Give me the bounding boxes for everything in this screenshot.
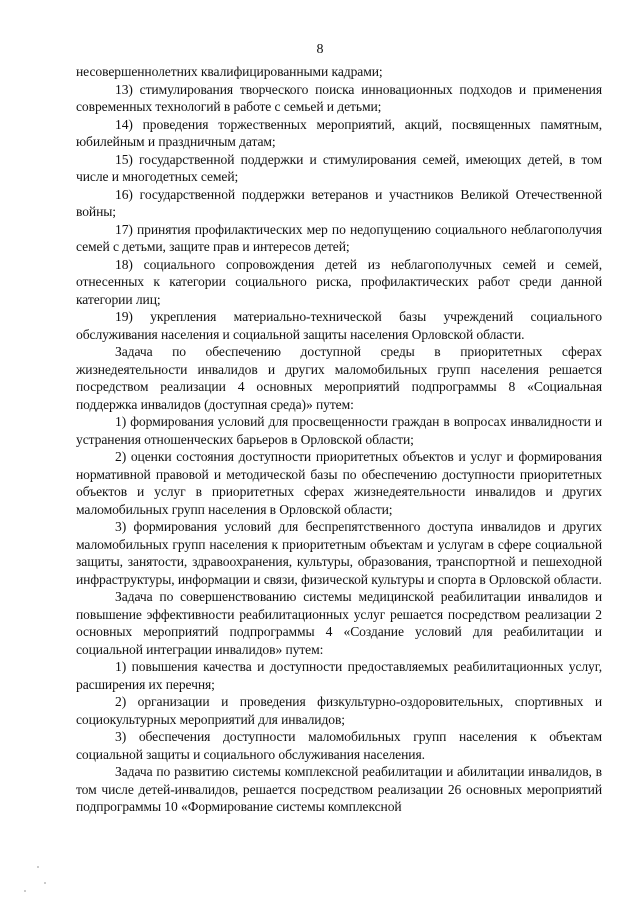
paragraph: 17) принятия профилактических мер по недопущению социального неблагополучия семей с детьми, защите прав и интересов детей;: [76, 221, 602, 254]
paragraph: 1) формирования условий для просвещенности граждан в вопросах инвалидности и устранения отношенческих барьеров в Орловской области;: [76, 414, 602, 447]
body-text: [76, 63, 602, 816]
paragraph: 15) государственной поддержки и стимулирования семей, имеющих детей, в том числе и многодетных семей;: [76, 151, 602, 184]
paragraph: 18) социального сопровождения детей из неблагополучных семей и семей, отнесенных к категории социального риска, профилактических работ среди данной категории лиц;: [76, 256, 602, 307]
paragraph: 2) оценки состояния доступности приоритетных объектов и услуг и формирования нормативной правовой и методической базы по обеспечению доступности приоритетных объектов и услуг в приоритетных сферах жизнедеятельности инвалидов и других маломобильных групп населения в Орловской области;: [76, 449, 602, 517]
paragraph: 16) государственной поддержки ветеранов и участников Великой Отечественной войны;: [76, 186, 602, 219]
paragraph: Задача по обеспечению доступной среды в приоритетных сферах жизнедеятельности инвалидов и других маломобильных групп населения решается посредством реализации 4 основных мероприятий подпрограммы 8 «Социальная поддержка инвалидов (доступная среда)» путем:: [76, 344, 602, 412]
page-number: 8: [316, 42, 324, 57]
paragraph: 14) проведения торжественных мероприятий, акций, посвященных памятным, юбилейным и праздничным датам;: [76, 116, 602, 149]
paragraph: 3) формирования условий для беспрепятственного доступа инвалидов и других маломобильных групп населения к приоритетным объектам и услугам в сфере социальной защиты, занятости, здравоохранения, культуры, образования, транспортной и пешеходной инфраструктуры, информации и связи, физической культуры и спорта в Орловской области.: [76, 519, 602, 587]
paragraph: 2) организации и проведения физкультурно-оздоровительных, спортивных и социокультурных мероприятий для инвалидов;: [76, 694, 602, 727]
paragraph: Задача по совершенствованию системы медицинской реабилитации инвалидов и повышение эффективности реабилитационных услуг решается посредством реализации 2 основных мероприятий подпрограммы 4 «Создание условий для реабилитации и социальной интеграции инвалидов» путем:: [76, 589, 602, 657]
paragraph: 13) стимулирования творческого поиска инновационных подходов и применения современных технологий в работе с семьей и детьми;: [76, 81, 602, 114]
paragraph: 1) повышения качества и доступности предоставляемых реабилитационных услуг, расширения их перечня;: [76, 659, 602, 692]
paragraph: 3) обеспечения доступности маломобильных групп населения к объектам социальной защиты и социального обслуживания населения.: [76, 729, 602, 762]
paragraph: несовершеннолетних квалифицированными кадрами;: [76, 64, 383, 79]
paragraph: Задача по развитию системы комплексной реабилитации и абилитации инвалидов, в том числе детей-инвалидов, решается посредством реализации 26 основных мероприятий подпрограммы 10 «Формирование системы комплексной: [76, 764, 602, 814]
paragraph: 19) укрепления материально-технической базы учреждений социального обслуживания населения и социальной защиты населения Орловской области.: [76, 309, 602, 342]
